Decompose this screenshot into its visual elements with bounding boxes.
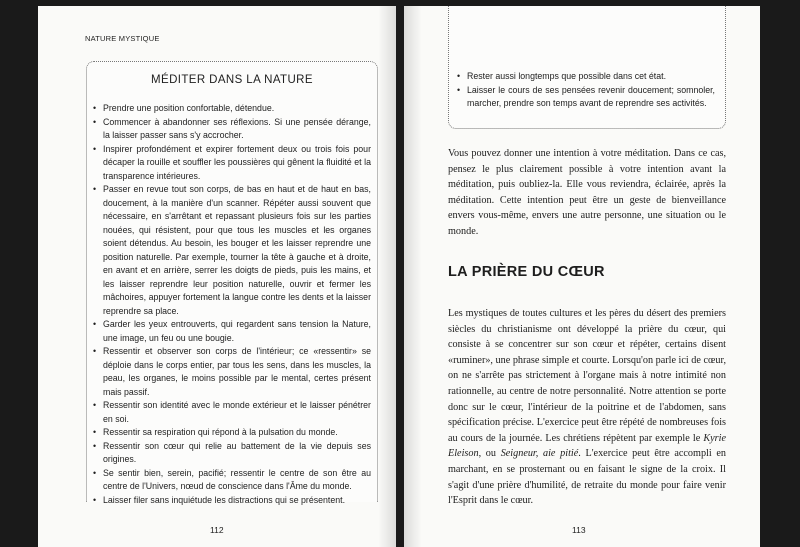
meditation-steps-list-continued <box>457 70 715 111</box>
bullet-icon: • <box>93 116 97 127</box>
bullet-icon: • <box>93 143 97 154</box>
gutter-shadow <box>404 6 422 547</box>
bullet-icon: • <box>457 84 461 95</box>
bullet-icon: • <box>93 494 97 505</box>
bullet-icon: • <box>93 184 97 194</box>
bullet-icon: • <box>93 427 97 437</box>
bullet-icon: • <box>457 71 461 81</box>
box-title: MÉDITER DANS LA NATURE <box>151 74 313 86</box>
list-item: • Ressentir sa respiration qui répond à la pulsation du monde. <box>93 426 371 440</box>
meditation-steps-list <box>93 102 371 507</box>
seigneur-phrase: Seigneur, aie pitié <box>500 448 579 460</box>
bullet-icon: • <box>93 319 97 329</box>
bullet-icon: • <box>93 103 97 113</box>
intention-paragraph: Vous pouvez donner une intention à votre méditation. Dans ce cas, pensez le plus clairement possible à votre intention avant la méditation, puis oubliez-la. Elle vous reviendra, éclairée, après la méditation. Cette intention peut être un geste de bienveillance envers vous-même, envers une autre personne, une situation ou le monde. <box>448 148 726 237</box>
running-head-left: NATURE MYSTIQUE <box>85 34 160 43</box>
meditation-box <box>86 61 378 505</box>
bullet-icon: • <box>93 400 97 410</box>
list-item: • Rester aussi longtemps que possible dans cet état. <box>457 70 715 84</box>
left-page <box>38 6 396 547</box>
page-number-left: 112 <box>210 525 224 535</box>
right-page <box>404 6 760 547</box>
list-item: • Garder les yeux entrouverts, qui regardent sans tension la Nature, une image, un feu ou une bougie. <box>93 319 371 343</box>
list-item: • Inspirer profondément et expirer fortement deux ou trois fois pour décaper la rouille et souffler les poussières qui gênent la fluidité et la transparence intérieures. <box>93 143 371 181</box>
list-item: • Laisser filer sans inquiétude les distractions qui se présentent. <box>93 494 371 508</box>
list-item: • Ressentir son cœur qui relie au battement de la vie depuis ses origines. <box>93 440 371 464</box>
bullet-icon: • <box>93 467 97 478</box>
list-item: • Se sentir bien, serein, pacifié; ressentir le centre de son être au centre de l'Univers, nœud de conscience dans l'Âme du monde. <box>93 467 371 491</box>
kyrie-eleison-phrase: Kyrie Eleison <box>448 432 726 460</box>
prayer-paragraph: Les mystiques de toutes cultures et les pères du désert des premiers siècles du christianisme ont développé la prière du cœur, qui consiste à se concentrer sur son cœur et répéter, certains disent «ruminer», une phrase simple et courte. Lorsqu'on parle ici de cœur, on ne s'arrête pas strictement à l'organe mais à notre intimité non rationnelle, au centre de notre personnalité. Notre attention se porte donc sur le cœur, l'intérieur de la poitrine et de l'abdomen, sans spécification précise. L'exercice peut être répété de nombreuses fois au cours de la journée. Les chrétiens répètent par exemple le Kyrie Eleison, ou Seigneur, aie pitié. L'exercice peut être accompli en marchant, en se prosternant ou en faisant le signe de la croix. Il s'agit d'une prière d'humilité, de retraite du monde pour faire venir l'Esprit dans le cœur. <box>448 308 727 507</box>
list-item: • Passer en revue tout son corps, de bas en haut et de haut en bas, doucement, à la manière d'un scanner. Répéter aussi souvent que nécessaire, en s'arrêtant et repassant plusieurs fois sur les parties nouées, qui résistent, pour que tous les muscles et les organes soient détendus. Au besoin, les bouger et les laisser reprendre une position naturelle. Par exemple, tourner la tête à gauche et à droite, en avant et en arrière, serrer les doigts de pieds, puis les mains, et les laisser reprendre leur position naturelle, ouvrir et fermer les mâchoires, appuyer fortement la langue contre les dents et la laisser reprendre sa place. <box>93 184 371 316</box>
list-item: • Ressentir et observer son corps de l'intérieur; ce «ressentir» se déploie dans le corps entier, par tous les sens, dans les muscles, la peau, les organes, le moins possible par le mental, certes présent mais passif. <box>93 346 371 397</box>
page-number-right: 113 <box>572 525 586 535</box>
list-item: • Commencer à abandonner ses réflexions. Si une pensée dérange, la laisser passer sans s'y accrocher. <box>93 116 371 140</box>
meditation-box-continued <box>448 6 726 129</box>
bullet-icon: • <box>93 346 97 356</box>
list-item: • Ressentir son identité avec le monde extérieur et le laisser pénétrer en soi. <box>93 400 371 424</box>
list-item: • Laisser le cours de ses pensées revenir doucement; somnoler, marcher, prendre son temps avant de reprendre ses activités. <box>457 84 715 108</box>
section-title: LA PRIÈRE DU CŒUR <box>448 264 605 280</box>
gutter-shadow <box>378 6 396 547</box>
list-item: • Prendre une position confortable, détendue. <box>93 102 371 116</box>
bullet-icon: • <box>93 440 97 451</box>
